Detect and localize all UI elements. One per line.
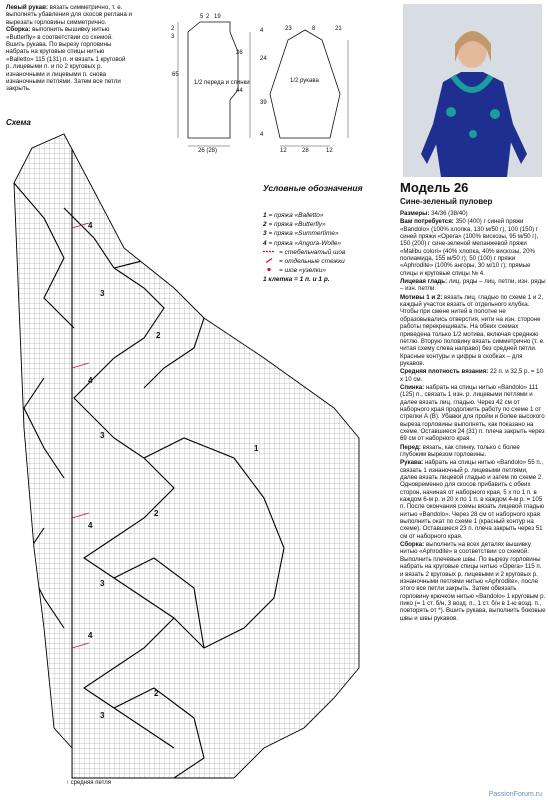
motif-num-6: 1 [254, 444, 259, 453]
legend-text: 1 клетка = 1 п. и 1 р. [263, 276, 330, 284]
legend-text: = шов «узелки» [279, 267, 326, 275]
middle-stitch-text: средняя петля [70, 780, 111, 786]
model-photo [403, 4, 542, 177]
legend-num: 3 [263, 230, 267, 238]
motif-num-8: 3 [100, 579, 105, 588]
motif-num-10: 4 [88, 631, 93, 640]
sleeve-label: 1/2 рукава [290, 78, 319, 84]
paragraph: Рукава: набрать на спицы нитью «Bandolo» 55 п., связать 1 изнаночный р. лицевыми петлями, далее вязать лицевой гладью и затем по схеме 2. Одновременно для скосов прибавить с обеих сторон, начиная от наборного края, 5 х по 1 п. в каждом 6-м р. и 20 х по 1 п. в каждом 4-м р. = 105 п. После окончания схемы вязать лицевой гладью нитью «Bandolo». Через 28 см от наборного края выполнить окат по схеме 1 (красный контур на схеме). Оставшиеся 23 п. плеча закрыть через 51 см от наборного края. [400, 459, 545, 540]
dim-side-6: 44 [236, 88, 243, 94]
legend-item [263, 220, 383, 229]
legend [263, 183, 383, 285]
dim-top-4: 23 [285, 26, 292, 32]
legend-item [263, 275, 383, 284]
knot-stitch-icon [263, 266, 275, 275]
dim-top-6: 21 [335, 26, 342, 32]
dim-sleeve-1: 4 [260, 28, 264, 34]
sleeve-left-title: Левый рукав: [6, 4, 48, 11]
paragraph: Спинка: набрать на спицы нитью «Bandolo» 111 (125) п., связать 1 изн. р. лицевыми петлями и далее вязать лиц. гладью. Через 42 см от наборного края продолжить работу по схеме 1 от стрелки А (В). Убавки для пройм и более высокого выреза горловины выполнять, как показано на схеме. Оставшиеся 24 (31) п. плеча закрыть через 69 см от наборного края. [400, 383, 545, 443]
arrow-up-icon: ↑ [66, 780, 69, 786]
paragraph: Перед: вязать, как спинку, только с более глубоким вырезом горловины. [400, 443, 520, 458]
legend-item [263, 239, 383, 248]
paragraph: Сборка: выполнить на всех деталях вышивку нитью «Aphrodite» в соответствии со схемой. Выполнить плечевые швы. По вырезу горловины набрать на круговые спицы нитью «Opera» 115 п. и вязать 2 круговых р. лицевыми и 2 круговых р. изнаночными петлями нитью «Aphrodite», после этого все петли закрыть. Затем обвязать горловину крючком нитью «Bandolo» 1 круговым р. пико (= 1 ст. б/н, 3 возд. п., 1 ст. б/н в 1-ю возд. п., повторять от *). Вшить рукава, выполнить боковые швы и швы рукавов. [400, 541, 546, 622]
legend-text: = пряжа «Butterfly» [268, 221, 326, 229]
motif-num-2: 3 [100, 289, 105, 298]
paragraph: Вам потребуется: 350 (400) г синей пряжи «Bandolo» (100% хлопка, 130 м/50 г), 100 (150) г синей пряжи «Opera» (100% вискозы, 95 м/50 г), 150 (200) г сине-зеленой меланжевой пряжи «Malibu colori» (40% хлопка, 40% вискозы, 20% полиамида, 155 м/50 г); 50 (100) г пряжи «Aphrodite» (100% ангоры, 30 м/10 г); прямые спицы и круговые спицы № 4. [400, 218, 539, 277]
assembly-title: Сборка: [6, 26, 31, 34]
schema-label: Схема [6, 118, 31, 127]
dim-top-1: 5 [200, 14, 204, 20]
dim-bottom-sleeve-3: 12 [326, 148, 333, 154]
legend-item [263, 229, 383, 238]
paragraph: Размеры: 34/36 (38/40) [400, 210, 468, 217]
motif-num-3: 2 [156, 331, 161, 340]
legend-item [263, 248, 383, 257]
middle-stitch-label [66, 780, 111, 786]
legend-text: = стебельчатый шов [279, 248, 346, 256]
dim-side-3: 65 [172, 72, 179, 78]
dim-bottom-front: 26 (28) [198, 148, 218, 154]
front-back-label: 1/2 переда и спинки [194, 80, 250, 86]
legend-text: = пряжа «Summertime» [268, 230, 339, 238]
motif-num-1: 4 [88, 221, 93, 230]
model-subtitle: Сине-зеленый пуловер [400, 197, 493, 206]
legend-num: 1 [263, 212, 267, 219]
dim-side-5: 24 [260, 56, 267, 62]
dim-side-1: 2 [171, 26, 175, 32]
legend-item [263, 266, 383, 275]
dim-side-4: 26 [236, 50, 243, 56]
motif-num-12: 2 [154, 689, 159, 698]
motif-num-11: 3 [100, 711, 105, 720]
model-description [400, 180, 546, 623]
sleeve-left-text: вязать симметрично, т. е. выполнять убавления для скосов реглана и вырезать горловины симметрично. [6, 4, 132, 26]
single-stitch-icon [263, 257, 275, 266]
paragraph: Мотивы 1 и 2: вязать лиц. гладью по схеме 1 и 2, каждый участок вязать от отдельного клубка. Чтобы при смене нитей в полотне не образовывались отверстия, нити на изн. стороне работы перекрещивать. На обеих схемах приведена только 1/2 мотива, включая среднюю петлю. Вторую половину вязать симметрично (т. е. читая схему слева направо) без средней петли. Красные контуры и цифры в скобках – для рукавов. [400, 293, 545, 367]
paragraph: Средняя плотность вязания: 22 п. и 32,5 р. = 10 х 10 см. [400, 368, 544, 383]
left-instructions [6, 4, 132, 93]
assembly-text: выполнить вышивку нитью «Butterfly» в соответствии со схемой. Вшить рукава. По вырезу горловины набрать на круговые спицы нитью «Balletto» 115 (131) п. и вязать 1 круговой р. лицевыми п. и по 2 круговых р. изнаночными и лицевыми п. снова изнаночными петлями. Затем все петли закрыть. [6, 26, 126, 93]
paragraph: Лицевая гладь: лиц. ряды – лиц. петли, изн. ряды – изн. петли. [400, 278, 546, 293]
dim-top-2: 2 [206, 14, 210, 20]
legend-num: 2 [263, 221, 267, 229]
motif-num-4: 4 [88, 376, 93, 385]
dim-top-3: 19 [214, 14, 221, 20]
motif-num-9: 2 [154, 509, 159, 518]
dim-bottom-sleeve-2: 28 [302, 148, 309, 154]
dim-sleeve-2: 39 [260, 100, 267, 106]
motif-num-5: 3 [100, 431, 105, 440]
dim-top-5: 8 [312, 26, 316, 32]
dim-bottom-sleeve-1: 12 [280, 148, 287, 154]
motif-num-7: 4 [88, 521, 93, 530]
dim-side-2: 3 [171, 34, 175, 40]
legend-text: = пряжа «Balletto» [268, 212, 324, 219]
watermark: PassionForum.ru [488, 791, 542, 798]
model-title: Модель 26 [400, 180, 469, 195]
dim-sleeve-3: 4 [260, 132, 264, 138]
legend-item [263, 211, 383, 220]
legend-text: = пряжа «Angora-Wolle» [268, 239, 342, 247]
legend-item [263, 257, 383, 266]
legend-text: = отдельные стежки [279, 258, 345, 266]
legend-title: Условные обозначения [263, 183, 363, 193]
stem-stitch-icon [263, 248, 275, 257]
legend-num: 4 [263, 239, 267, 247]
